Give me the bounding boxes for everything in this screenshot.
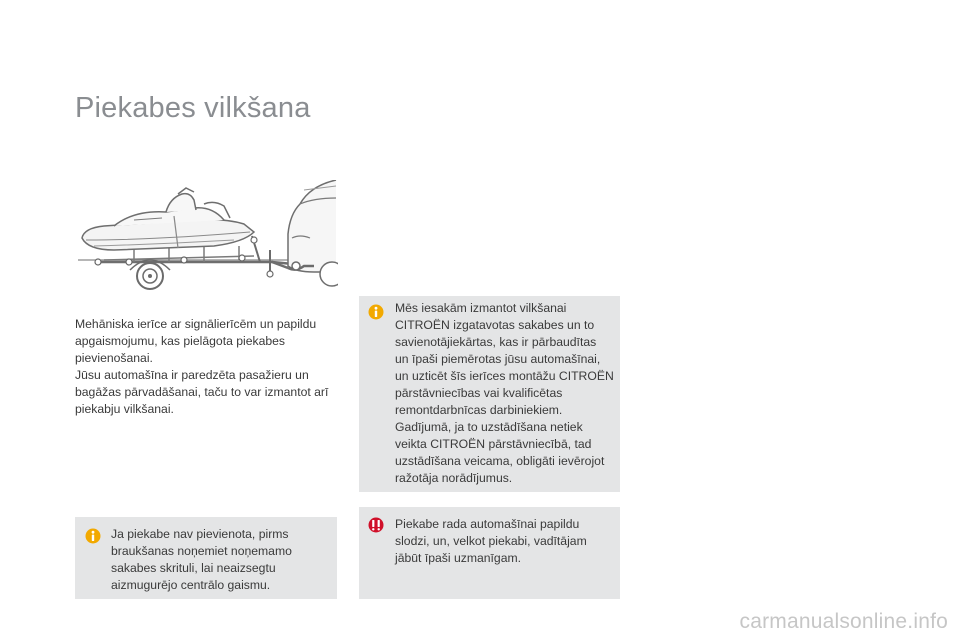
intro-line: Mehāniska ierīce ar signālierīcēm un papildu (75, 317, 317, 331)
intro-line: pievienošanai. (75, 351, 153, 365)
info-box-text (395, 300, 617, 487)
text-line: Piekabe rada automašīnai papildu (395, 517, 580, 531)
text-line: Mēs iesakām izmantot vilkšanai (395, 301, 567, 315)
intro-line: bagāžas pārvadāšanai, taču to var izmantot arī (75, 385, 329, 399)
info-box-hitch (75, 517, 337, 599)
text-line: CITROËN izgatavotas sakabes un to (395, 318, 595, 332)
text-line: sakabes skrituli, lai neaizsegtu (111, 561, 276, 575)
warning-box (359, 507, 620, 599)
page-title: Piekabes vilkšana (75, 92, 311, 124)
text-line: un īpaši piemērotas jūsu automašīnai, (395, 352, 601, 366)
intro-line: apgaismojumu, kas pielāgota piekabes (75, 334, 286, 348)
info-box-text (111, 526, 331, 594)
text-line: remontdarbnīcas darbiniekiem. (395, 403, 563, 417)
text-line: aizmugurējo centrālo gaismu. (111, 578, 271, 592)
info-icon (85, 528, 101, 544)
info-box-recommendation (359, 296, 620, 492)
text-line: uzstādīšana veicama, obligāti ievērojot (395, 454, 605, 468)
info-icon (368, 304, 384, 320)
text-line: un uzticēt šīs ierīces montāžu CITROËN (395, 369, 614, 383)
intro-line: piekabju vilkšanai. (75, 402, 174, 416)
text-line: savienotājiekārtas, kas ir pārbaudītas (395, 335, 597, 349)
text-line: ražotāja norādījumus. (395, 471, 513, 485)
text-line: Gadījumā, ja to uzstādīšana netiek (395, 420, 583, 434)
text-line: pārstāvniecības vai kvalificētas (395, 386, 563, 400)
warning-box-text (395, 516, 617, 567)
watermark: carmanualsonline.info (739, 610, 948, 633)
text-line: slodzi, un, velkot piekabi, vadītājam (395, 534, 587, 548)
text-line: veikta CITROËN pārstāvniecībā, tad (395, 437, 592, 451)
warning-icon (368, 517, 384, 533)
intro-line: Jūsu automašīna ir paredzēta pasažieru un (75, 368, 309, 382)
intro-paragraph (75, 316, 337, 418)
text-line: braukšanas noņemiet noņemamo (111, 544, 292, 558)
text-line: jābūt īpaši uzmanīgam. (395, 551, 522, 565)
text-line: Ja piekabe nav pievienota, pirms (111, 527, 289, 541)
trailer-illustration (74, 180, 338, 300)
